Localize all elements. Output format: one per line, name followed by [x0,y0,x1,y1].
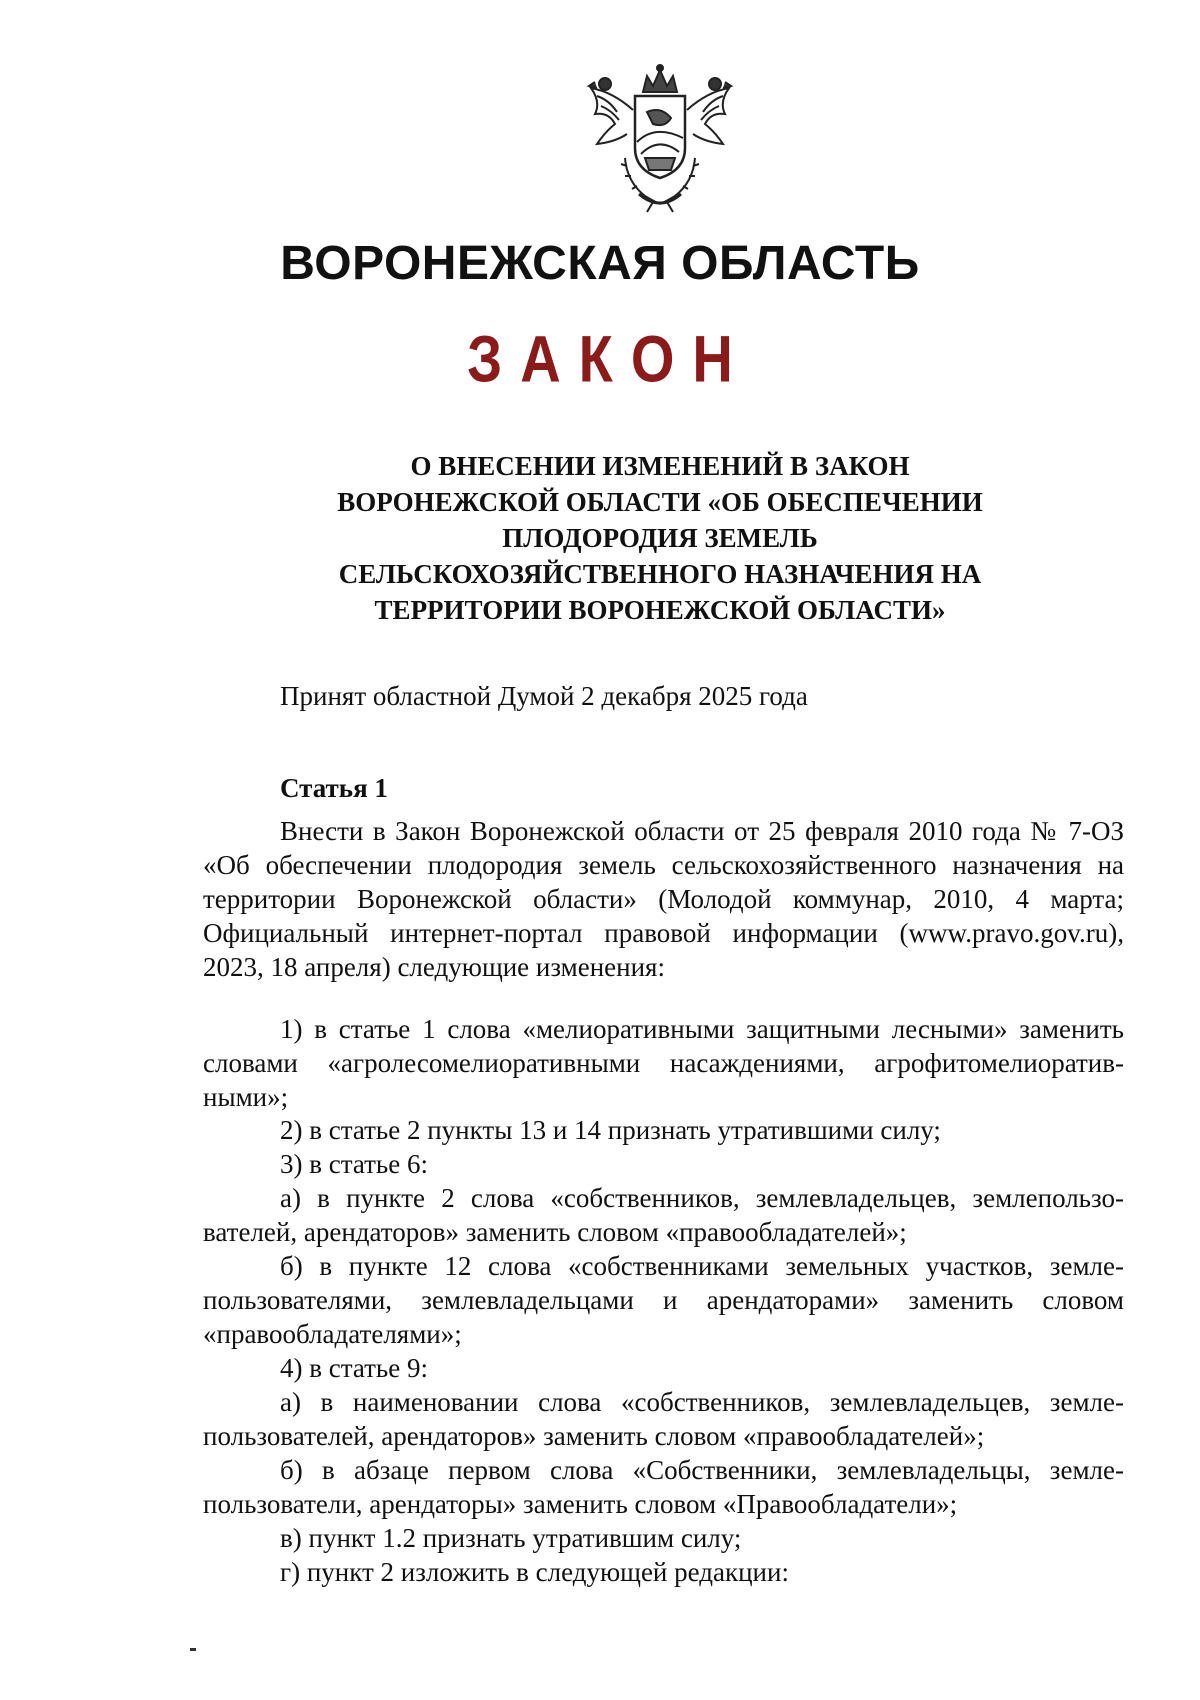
text-line: в) пункт 1.2 признать утратившим силу; [280,1523,742,1553]
text-line: вателей, арендаторов» заменить словом «правообладателей»; [203,1217,907,1247]
law-heading-line: ВОРОНЕЖСКОЙ ОБЛАСТИ «ОБ ОБЕСПЕЧЕНИИ [337,487,983,517]
law-heading-line: СЕЛЬСКОХОЗЯЙСТВЕННОГО НАЗНАЧЕНИЯ НА [338,559,982,589]
text-line: а) в пункте 2 слова «собственников, землевладельцев, землепользо- [280,1183,1124,1213]
law-heading-line: ТЕРРИТОРИИ ВОРОНЕЖСКОЙ ОБЛАСТИ» [374,595,946,625]
text-line: г) пункт 2 изложить в следующей редакции: [280,1557,789,1587]
law-heading [300,448,1020,628]
region-title: ВОРОНЕЖСКАЯ ОБЛАСТЬ [280,237,920,290]
text-line: «правообладателями»; [203,1319,462,1349]
text-line: 2) в статье 2 пункты 13 и 14 признать утратившими силу; [280,1115,941,1145]
law-heading-line: О ВНЕСЕНИИ ИЗМЕНЕНИЙ В ЗАКОН [410,451,910,481]
text-line: 4) в статье 9: [280,1353,428,1383]
text-line: пользователей, арендаторов» заменить словом «правообладателей»; [203,1421,985,1451]
text-line: Официальный интернет-портал правовой информации (www.pravo.gov.ru), [203,918,1124,948]
adoption-date: Принят областной Думой 2 декабря 2025 года [280,681,808,711]
text-line: 2023, 18 апреля) следующие изменения: [203,952,665,982]
text-line: словами «агролесомелиоративными насаждениями, агрофитомелиоратив- [203,1048,1124,1078]
scan-speck [190,1648,196,1651]
text-line: Внести в Закон Воронежской области от 25 февраля 2010 года № 7-ОЗ [280,816,1124,846]
document-type-title: ЗАКОН [467,321,751,396]
text-line: «Об обеспечении плодородия земель сельскохозяйственного назначения на [203,850,1124,880]
text-line: территории Воронежской области» (Молодой коммунар, 2010, 4 марта; [203,884,1124,914]
text-line: 1) в статье 1 слова «мелиоративными защитными лесными» заменить [280,1014,1124,1044]
article-title: Статья 1 [280,773,388,803]
text-line: пользователями, землевладельцами и арендаторами» заменить словом [203,1285,1124,1315]
voronezh-coat-of-arms-icon [575,62,745,214]
text-line: 3) в статье 6: [280,1149,428,1179]
text-line: б) в абзаце первом слова «Собственники, землевладельцы, земле- [280,1455,1124,1485]
text-line: б) в пункте 12 слова «собственниками земельных участков, земле- [280,1251,1124,1281]
law-heading-line: ПЛОДОРОДИЯ ЗЕМЕЛЬ [502,523,818,553]
text-line: пользователи, арендаторы» заменить словом «Правообладатели»; [203,1489,958,1519]
text-line: ными»; [203,1082,289,1112]
text-line: а) в наименовании слова «собственников, землевладельцев, земле- [280,1387,1124,1417]
